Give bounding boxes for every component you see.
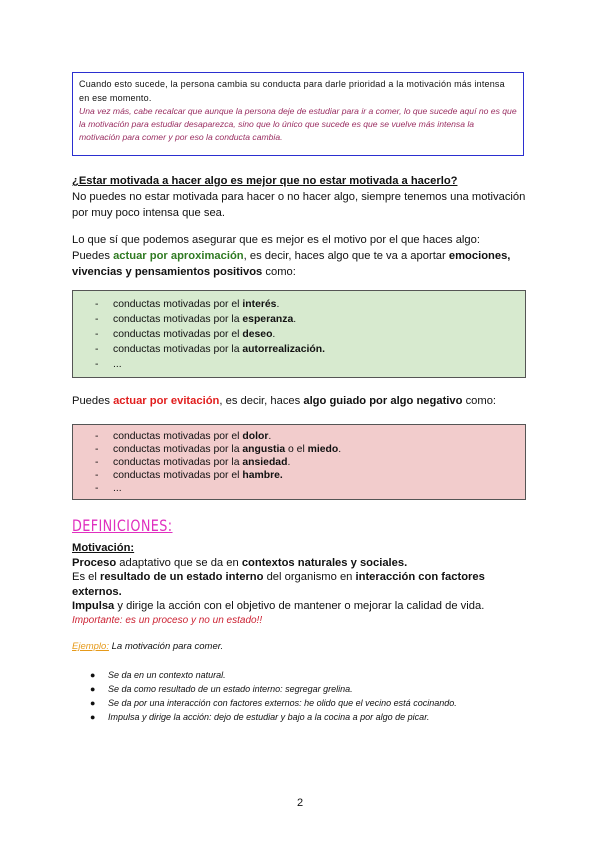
list-item: ● Se da por una interacción con factores externos: he olido que el vecino está cocinando. xyxy=(90,698,457,708)
example-label: Ejemplo: xyxy=(72,641,109,652)
approach-list xyxy=(95,297,525,372)
question-heading: ¿Estar motivada a hacer algo es mejor que no estar motivada a hacerlo? xyxy=(72,175,458,187)
note-line-2: Una vez más, cabe recalcar que aunque la persona deje de estudiar para ir a comer, lo que sucede aquí no es que la motivación para estudiar desaparezca, sino que lo único que sucede es que se vuelve más intensa la motivación para comer y por eso la conducta cambia. xyxy=(79,106,517,142)
avoid-list-box xyxy=(72,424,526,500)
avoid-highlight: actuar por evitación xyxy=(113,395,220,407)
list-item: - conductas motivadas por la autorrealización. xyxy=(95,344,325,355)
list-item: ● Se da como resultado de un estado interno: segregar grelina. xyxy=(90,684,353,694)
definition-line: Impulsa y dirige la acción con el objetivo de mantener o mejorar la calidad de vida. xyxy=(72,600,485,612)
approach-list-box xyxy=(72,290,526,378)
list-item: - ... xyxy=(95,359,122,370)
list-item: - conductas motivadas por la angustia o el miedo. xyxy=(95,444,342,455)
definition-term: Motivación: xyxy=(72,542,135,554)
list-item: - conductas motivadas por el interés. xyxy=(95,299,280,310)
definition-section xyxy=(72,541,530,628)
approach-paragraph xyxy=(72,232,528,280)
list-item: ● Se da en un contexto natural. xyxy=(90,670,226,680)
note-line-1: Cuando esto sucede, la persona cambia su conducta para darle prioridad a la motivación más intensa en ese momento. xyxy=(79,79,505,103)
avoid-paragraph: Puedes actuar por evitación, es decir, haces algo guiado por algo negativo como: xyxy=(72,395,497,407)
example-line: Ejemplo: La motivación para comer. xyxy=(72,641,224,652)
avoid-list xyxy=(95,430,525,495)
list-item: - conductas motivadas por el deseo. xyxy=(95,329,276,340)
definition-line: Proceso adaptativo que se da en contextos naturales y sociales. xyxy=(72,556,408,569)
page-number: 2 xyxy=(296,797,304,809)
question-section xyxy=(72,174,528,221)
list-item: - conductas motivadas por el dolor. xyxy=(95,431,272,442)
list-item: - conductas motivadas por la ansiedad. xyxy=(95,457,291,468)
approach-intro: Lo que sí que podemos asegurar que es mejor es el motivo por el que haces algo: xyxy=(72,234,480,246)
list-item: - conductas motivadas por la esperanza. xyxy=(95,314,297,325)
approach-text: Puedes actuar por aproximación, es decir, haces algo que te va a aportar emociones, vivencias y pensamientos positivos como: xyxy=(72,250,511,278)
definition-line: Es el resultado de un estado interno del organismo en interacción con factores externos. xyxy=(72,571,485,598)
question-answer: No puedes no estar motivada para hacer o no hacer algo, siempre tenemos una motivación por muy poco intensa que sea. xyxy=(72,191,526,219)
list-item: - ... xyxy=(95,483,122,494)
note-box xyxy=(72,72,524,156)
list-item: - conductas motivadas por el hambre. xyxy=(95,470,283,481)
definitions-title: DEFINICIONES: xyxy=(72,516,173,535)
list-item: ● Impulsa y dirige la acción: dejo de estudiar y bajo a la cocina a por algo de picar. xyxy=(90,712,430,722)
example-list xyxy=(90,668,530,724)
important-note: Importante: es un proceso y no un estado!! xyxy=(72,614,263,626)
approach-highlight: actuar por aproximación xyxy=(113,250,244,262)
